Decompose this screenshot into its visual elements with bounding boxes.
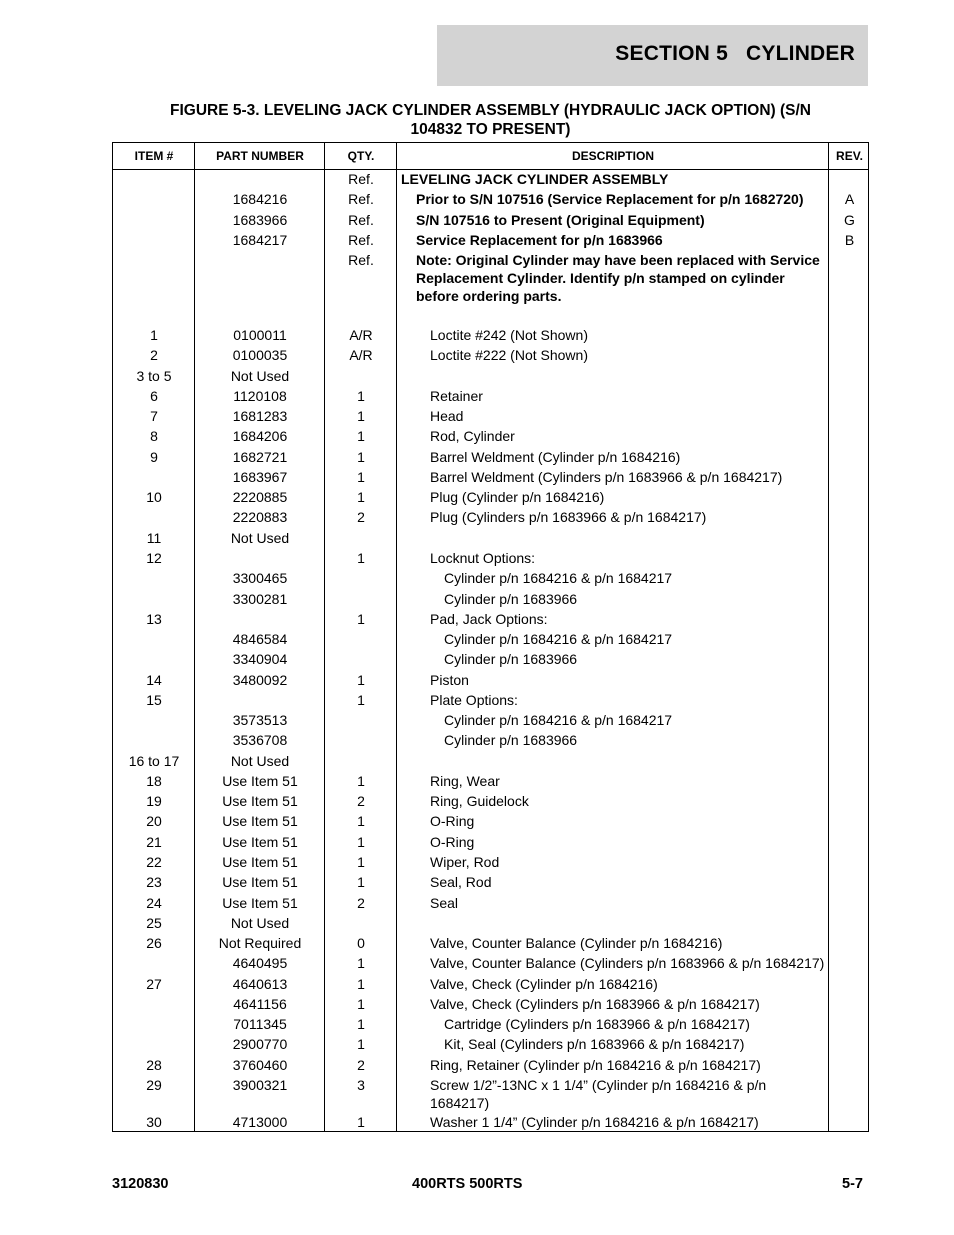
footer-page-number: 5-7: [842, 1176, 863, 1192]
cell-qty: 1: [357, 388, 365, 404]
cell-desc: Cartridge (Cylinders p/n 1683966 & p/n 1684217): [444, 1016, 750, 1032]
column-header-item: ITEM #: [134, 149, 174, 163]
column-header-rev: REV.: [836, 149, 863, 163]
cell-qty: Ref.: [348, 171, 374, 187]
cell-part: 3536708: [232, 732, 288, 748]
cell-qty: 2: [357, 1057, 365, 1073]
cell-part: 2900770: [232, 1036, 288, 1052]
cell-part: Not Used: [230, 368, 290, 384]
cell-desc: Kit, Seal (Cylinders p/n 1683966 & p/n 1684217): [444, 1036, 745, 1052]
cell-qty: 1: [357, 834, 365, 850]
cell-part: 4640613: [232, 976, 288, 992]
cell-part: Use Item 51: [222, 834, 298, 850]
cell-part: 3300281: [232, 591, 288, 607]
cell-desc: Cylinder p/n 1684216 & p/n 1684217: [444, 712, 673, 728]
cell-part: Use Item 51: [222, 854, 298, 870]
cell-desc: Ring, Wear: [430, 773, 500, 789]
cell-item: 6: [150, 388, 158, 404]
cell-item: 18: [146, 773, 162, 789]
cell-item: 23: [146, 874, 162, 890]
cell-qty: A/R: [349, 327, 373, 343]
cell-part: Not Used: [230, 915, 290, 931]
cell-part: 1682721: [232, 449, 288, 465]
cell-part: Not Required: [218, 935, 302, 951]
column-header-description: DESCRIPTION: [571, 149, 654, 163]
cell-item: 8: [150, 428, 158, 444]
cell-qty: 1: [357, 773, 365, 789]
cell-item: 16 to 17: [128, 753, 180, 769]
cell-desc: Ring, Guidelock: [430, 793, 529, 809]
cell-qty: 1: [357, 489, 365, 505]
cell-desc: Piston: [430, 672, 469, 688]
cell-qty: 1: [357, 672, 365, 688]
cell-desc: Rod, Cylinder: [430, 428, 515, 444]
cell-qty: 1: [357, 692, 365, 708]
cell-qty: 1: [357, 813, 365, 829]
cell-part: 4846584: [232, 631, 288, 647]
cell-part: 1684217: [232, 232, 288, 248]
cell-rev: G: [844, 212, 855, 228]
cell-part: 1684216: [232, 191, 288, 207]
cell-part: 2220883: [232, 509, 288, 525]
footer-doc-number: 3120830: [112, 1176, 169, 1192]
cell-item: 2: [150, 347, 158, 363]
cell-item: 21: [146, 834, 162, 850]
cell-item: 7: [150, 408, 158, 424]
cell-item: 9: [150, 449, 158, 465]
cell-part: Not Used: [230, 530, 290, 546]
cell-item: 25: [146, 915, 162, 931]
cell-desc: Cylinder p/n 1684216 & p/n 1684217: [444, 631, 673, 647]
cell-item: 19: [146, 793, 162, 809]
cell-desc: O-Ring: [430, 813, 475, 829]
cell-item: 10: [146, 489, 162, 505]
cell-desc: Screw 1/2”-13NC x 1 1/4” (Cylinder p/n 1684216 & p/n 1684217): [430, 1077, 767, 1111]
cell-qty: 2: [357, 509, 365, 525]
cell-desc: Barrel Weldment (Cylinders p/n 1683966 & p/n 1684217): [430, 469, 783, 485]
cell-desc: Note: Original Cylinder may have been replaced with Service Replacement Cylinder. Identify p/n stamped on cylinder before ordering parts.: [416, 252, 820, 304]
cell-item: 20: [146, 813, 162, 829]
cell-part: 3300465: [232, 570, 288, 586]
cell-desc: O-Ring: [430, 834, 475, 850]
cell-desc: Valve, Counter Balance (Cylinder p/n 1684216): [430, 935, 723, 951]
cell-qty: 1: [357, 1016, 365, 1032]
cell-qty: 2: [357, 793, 365, 809]
cell-desc: Plate Options:: [430, 692, 518, 708]
cell-rev: B: [844, 232, 855, 248]
cell-desc: Seal, Rod: [430, 874, 492, 890]
figure-title-line-2: 104832 TO PRESENT): [410, 121, 571, 138]
column-divider: [828, 143, 829, 1131]
cell-qty: 3: [357, 1077, 365, 1093]
cell-item: 29: [146, 1077, 162, 1093]
cell-part: 3900321: [232, 1077, 288, 1093]
cell-desc: Loctite #242 (Not Shown): [430, 327, 588, 343]
cell-part: 7011345: [233, 1016, 287, 1032]
cell-part: 4641156: [233, 996, 287, 1012]
cell-qty: A/R: [349, 347, 373, 363]
cell-qty: 1: [357, 449, 365, 465]
cell-part: 2220885: [232, 489, 288, 505]
cell-qty: 1: [357, 996, 365, 1012]
cell-part: Use Item 51: [222, 874, 298, 890]
cell-desc: Barrel Weldment (Cylinder p/n 1684216): [430, 449, 681, 465]
cell-part: 0100011: [233, 327, 287, 343]
cell-item: 24: [146, 895, 162, 911]
cell-desc: Washer 1 1/4” (Cylinder p/n 1684216 & p/n 1684217): [430, 1114, 759, 1130]
cell-item: 15: [146, 692, 162, 708]
cell-item: 12: [146, 550, 162, 566]
cell-desc: Cylinder p/n 1683966: [444, 651, 578, 667]
cell-desc: Locknut Options:: [430, 550, 536, 566]
section-title: SECTION 5 CYLINDER: [615, 42, 855, 65]
cell-qty: 1: [357, 874, 365, 890]
cell-part: 3573513: [232, 712, 288, 728]
cell-item: 28: [146, 1057, 162, 1073]
cell-part: 0100035: [232, 347, 288, 363]
cell-qty: Ref.: [348, 191, 374, 207]
cell-item: 3 to 5: [136, 368, 172, 384]
cell-item: 11: [146, 530, 162, 546]
cell-qty: Ref.: [348, 252, 374, 268]
cell-part: 3760460: [232, 1057, 288, 1073]
cell-part: 1684206: [232, 428, 288, 444]
cell-part: Use Item 51: [222, 895, 298, 911]
cell-part: Use Item 51: [222, 773, 298, 789]
cell-item: 13: [146, 611, 162, 627]
cell-part: 1120108: [233, 388, 287, 404]
cell-desc: Valve, Check (Cylinder p/n 1684216): [430, 976, 658, 992]
cell-desc: Service Replacement for p/n 1683966: [416, 232, 663, 248]
cell-desc: Cylinder p/n 1683966: [444, 591, 578, 607]
cell-part: Use Item 51: [222, 813, 298, 829]
cell-desc: Valve, Check (Cylinders p/n 1683966 & p/n 1684217): [430, 996, 760, 1012]
cell-qty: 1: [357, 469, 365, 485]
cell-qty: 1: [357, 955, 365, 971]
cell-part: 1683966: [232, 212, 288, 228]
figure-title: [112, 101, 869, 139]
cell-item: 30: [146, 1114, 162, 1130]
cell-item: 1: [150, 327, 158, 343]
cell-desc: Plug (Cylinders p/n 1683966 & p/n 1684217): [430, 509, 707, 525]
cell-qty: 1: [357, 854, 365, 870]
cell-qty: 1: [357, 408, 365, 424]
cell-part: 1683967: [232, 469, 288, 485]
cell-desc: Wiper, Rod: [430, 854, 500, 870]
footer-models: 400RTS 500RTS: [412, 1176, 523, 1192]
cell-desc: Cylinder p/n 1684216 & p/n 1684217: [444, 570, 673, 586]
cell-qty: 1: [357, 428, 365, 444]
figure-title-line-1: FIGURE 5-3. LEVELING JACK CYLINDER ASSEMBLY (HYDRAULIC JACK OPTION) (S/N: [169, 102, 812, 119]
cell-desc: Prior to S/N 107516 (Service Replacement for p/n 1682720): [416, 191, 804, 207]
cell-part: Not Used: [230, 753, 290, 769]
cell-desc: Valve, Counter Balance (Cylinders p/n 1683966 & p/n 1684217): [430, 955, 825, 971]
cell-desc: Plug (Cylinder p/n 1684216): [430, 489, 605, 505]
cell-desc: Loctite #222 (Not Shown): [430, 347, 588, 363]
cell-part: 4713000: [232, 1114, 288, 1130]
cell-part: 1681283: [232, 408, 288, 424]
cell-qty: 1: [357, 1036, 365, 1052]
cell-part: 3340904: [232, 651, 288, 667]
cell-qty: 1: [357, 611, 365, 627]
cell-desc: Cylinder p/n 1683966: [444, 732, 578, 748]
cell-desc: Retainer: [430, 388, 483, 404]
cell-rev: A: [844, 191, 855, 207]
cell-desc: Head: [430, 408, 464, 424]
cell-part: 4640495: [232, 955, 288, 971]
cell-item: 22: [146, 854, 162, 870]
cell-desc: Ring, Retainer (Cylinder p/n 1684216 & p/n 1684217): [430, 1057, 761, 1073]
cell-qty: 2: [357, 895, 365, 911]
cell-part: Use Item 51: [222, 793, 298, 809]
cell-desc: Seal: [430, 895, 459, 911]
cell-desc: Pad, Jack Options:: [430, 611, 548, 627]
cell-qty: 1: [357, 976, 365, 992]
column-header-qty: QTY.: [347, 149, 375, 163]
parts-table: [112, 142, 869, 1132]
cell-item: 27: [146, 976, 162, 992]
cell-desc: LEVELING JACK CYLINDER ASSEMBLY: [401, 171, 669, 187]
cell-desc: S/N 107516 to Present (Original Equipment): [416, 212, 705, 228]
section-header: [437, 25, 868, 86]
cell-qty: Ref.: [348, 232, 374, 248]
column-header-part-number: PART NUMBER: [216, 149, 304, 163]
cell-part: 3480092: [232, 672, 288, 688]
cell-qty: 1: [357, 550, 365, 566]
cell-qty: 1: [357, 1114, 365, 1130]
cell-item: 14: [146, 672, 162, 688]
cell-qty: 0: [357, 935, 365, 951]
cell-qty: Ref.: [348, 212, 374, 228]
cell-item: 26: [146, 935, 162, 951]
